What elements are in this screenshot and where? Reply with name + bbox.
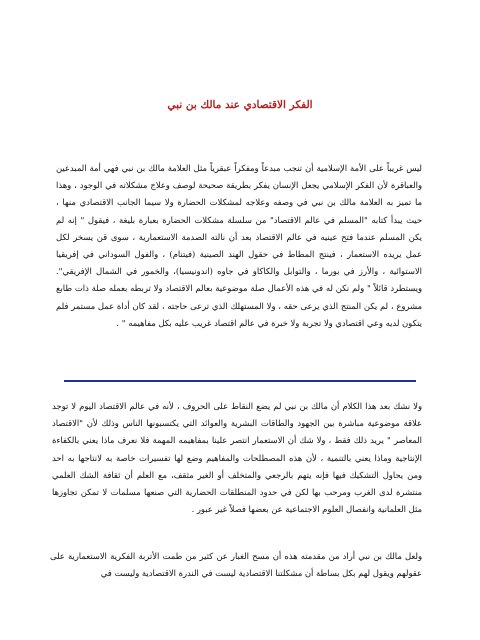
body-paragraph-1: ليس غريباً على الأمة الإسلامية أن تنجب مبدعاً ومفكراً عبقرياً مثل العلامة مالك بن نبي فهي أمة المبدعين والعباقرة لأن الفكر الإسلامي يجعل الإنسان يفكر بطريقة صحيحة لوصف وعلاج مشكلاته في الوجود ، وهذا ما تميز به العلامة مالك بن نبي في وصفه وعلاجه لمشكلات الحضارة ولا سيما الجانب الاقتصادي منها ، حيث يبدأ كتابه "المسلم في عالم الاقتصاد" من سلسلة مشكلات الحضارة بعبارة بليغة ، فيقول " إنه لم يكن المسلم عندما فتح عينيه في عالم الاقتصاد بعد أن نالته الصدمة الاستعمارية ، سوى قن يسخر لكل عمل يريده الاستعمار ، فينتج المطاط في حقول الهند الصينية (فيتنام) ، والفول السوداني في إفريقيا الاستوائية ، والأرز في بورما ، والتوابل والكاكاو في جاوه (اندونيسيا)، والخمور في الشمال الإفريقي". ويستطرد قائلاً " ولم نكن له في هذه الأعمال صلة موضوعية بعالم الاقتصاد ولا تربطه بعمله صلة ذات طابع مشروع ، لم يكن المنتج الذي يرعى حقه ، ولا المستهلك الذي ترعى حاجته ، لقد كان أداة عمل مستمر فلم يتكون لديه وعي اقتصادي ولا تجربة ولا خبرة في عالم اقتصاد غريب عليه بكل مفاهيمه " . xyxy=(56,163,422,328)
document-title: الفكر الاقتصادي عند مالك بن نبي xyxy=(167,99,313,111)
section-divider xyxy=(64,380,416,382)
body-paragraph-3: ولعل مالك بن نبي أراد من مقدمته هذه أن مسح الغبار عن كثير من طمت الأتربة الفكرية الاستعمارية على عقولهم ويقول لهم بكل بساطة أن مشكلتنا الاقتصادية ليست في الندرة الاقتصادية وليست في xyxy=(50,551,422,579)
body-paragraph-2: ولا نشك بعد هذا الكلام أن مالك بن نبي لم يضع النقاط على الحروف ، لأنه في عالم الاقتصاد اليوم لا توجد علاقة موضوعية مباشرة بين الجهود والطاقات البشرية والعوائد التي يكتسبونها الناس وذلك لأن "الاقتصاد المعاصر " يريد ذلك فقط ، ولا شك أن الاستعمار انتصر علينا بمفاهيمه المهمة فلا نعرف ماذا يعني بالكفاءة الإنتاجية وماذا يعني بالتنمية ، لأن هذه المصطلحات والمفاهيم وضع لها تفسيرات خاصة به لانتاجها به احد ومن يحاول التشكيك فيها فإنه يتهم بالرجعي والمتخلف أو الغير مثقف، مع العلم أن ثقافة الشك العلمي منتشرة لدى الغرب ومرحب بها لكن في حدود المنطلقات الحضارية التي صنعها مسلمات لا تمكن تجاوزها مثل العلمانية وانفصال العلوم الاجتماعية عن بعضها فصلاً غير عبور . xyxy=(52,401,422,515)
